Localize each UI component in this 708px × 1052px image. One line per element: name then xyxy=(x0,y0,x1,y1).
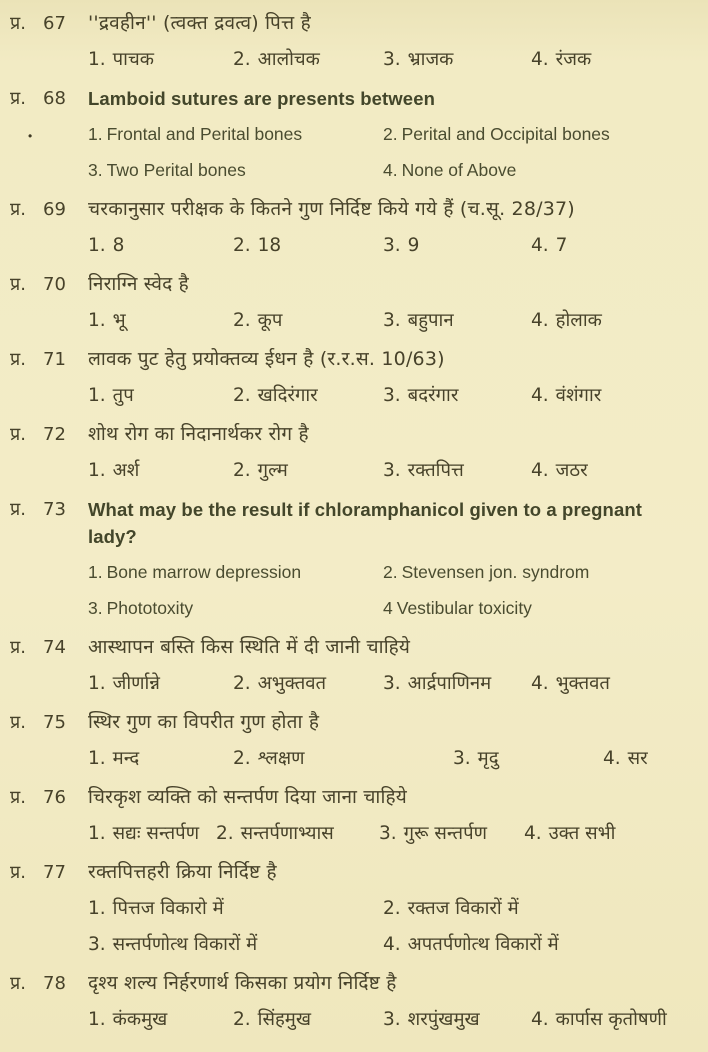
question-prefix-label: प्र. xyxy=(10,88,26,109)
option xyxy=(531,382,702,409)
question-number xyxy=(10,346,88,373)
option-text: 7 xyxy=(555,235,568,256)
option-text: 8 xyxy=(112,235,125,256)
option-text: भू xyxy=(112,310,126,331)
option xyxy=(603,745,702,772)
question-number xyxy=(10,784,88,811)
options-grid xyxy=(88,307,702,334)
option xyxy=(233,382,383,409)
option-text: मृदु xyxy=(477,748,499,769)
option-text: सिंहमुख xyxy=(257,1009,311,1030)
question-number-value: 70 xyxy=(43,274,66,295)
option-text: होलाक xyxy=(555,310,602,331)
option-number: 1. xyxy=(88,1009,106,1030)
option-number: 4. xyxy=(531,310,549,331)
option xyxy=(383,46,531,73)
option-text: Stevensen jon. syndrom xyxy=(401,562,590,582)
option xyxy=(383,670,531,697)
option-text: Vestibular toxicity xyxy=(396,598,532,618)
question-prefix-label: प्र. xyxy=(10,787,26,808)
option xyxy=(383,121,702,148)
option xyxy=(88,820,216,847)
question-text: लावक पुट हेतु प्रयोक्तव्य ईधन है (र.र.स. 10/63) xyxy=(88,348,445,370)
question-text: आस्थापन बस्ति किस स्थिति में दी जानी चाहिये xyxy=(88,636,411,658)
option-text: गुल्म xyxy=(257,460,288,481)
question-number-value: 77 xyxy=(43,862,66,883)
option-text: श्लक्षण xyxy=(257,748,305,769)
option-number: 3. xyxy=(383,460,401,481)
option-number: 3. xyxy=(383,673,401,694)
option-text: वंशंगार xyxy=(555,385,602,406)
option xyxy=(88,1006,233,1033)
option-text: मन्द xyxy=(112,748,140,769)
option-number: 4. xyxy=(531,49,549,70)
option-number: 3. xyxy=(88,160,103,180)
option xyxy=(531,1006,702,1033)
option-number: 1. xyxy=(88,310,106,331)
option-text: Phototoxity xyxy=(106,598,194,618)
option xyxy=(531,232,702,259)
option-number: 1. xyxy=(88,562,103,582)
option-text: Two Perital bones xyxy=(106,160,246,180)
option-number: 2. xyxy=(216,823,234,844)
question-number xyxy=(10,496,88,550)
question-number xyxy=(10,421,88,448)
option-number: 2. xyxy=(383,898,401,919)
question-prefix-label: प्र. xyxy=(10,499,26,520)
questions-list xyxy=(0,10,708,1033)
question-prefix-label: प्र. xyxy=(10,862,26,883)
option xyxy=(453,745,603,772)
question-number-value: 75 xyxy=(43,712,66,733)
option-number: 3. xyxy=(383,310,401,331)
option-text: अर्श xyxy=(112,460,140,481)
option-number: 4. xyxy=(603,748,621,769)
option xyxy=(531,307,702,334)
question-prefix-label: प्र. xyxy=(10,424,26,445)
option xyxy=(88,745,233,772)
question-text: चरकानुसार परीक्षक के कितने गुण निर्दिष्ट किये गये हैं (च.सू. 28/37) xyxy=(88,198,575,220)
question-number-value: 73 xyxy=(43,499,66,520)
option-number: 2. xyxy=(233,460,251,481)
question-number-value: 67 xyxy=(43,13,66,34)
option xyxy=(88,559,383,586)
option xyxy=(233,307,383,334)
option-number: 3. xyxy=(383,385,401,406)
question-prefix-label: प्र. xyxy=(10,712,26,733)
option xyxy=(88,307,233,334)
option-text: पाचक xyxy=(112,49,154,70)
option-text: सद्यः सन्तर्पण xyxy=(112,823,200,844)
option-number: 1. xyxy=(88,673,106,694)
option-text: आलोचक xyxy=(257,49,320,70)
option-text: शरपुंखमुख xyxy=(407,1009,480,1030)
option-text: पित्तज विकारो में xyxy=(112,898,224,919)
option xyxy=(383,595,702,622)
option xyxy=(233,457,383,484)
option-number: 4 xyxy=(383,598,393,618)
option-number: 4. xyxy=(524,823,542,844)
question-text: Lamboid sutures are presents between xyxy=(88,88,435,109)
option-number: 2. xyxy=(233,235,251,256)
option-text: बहुपान xyxy=(407,310,454,331)
question-75 xyxy=(0,709,708,772)
option-number: 3. xyxy=(88,598,103,618)
option-text: सर xyxy=(627,748,648,769)
question-number xyxy=(10,271,88,298)
question-prefix-label: प्र. xyxy=(10,637,26,658)
option xyxy=(383,457,531,484)
option xyxy=(233,46,383,73)
option-number: 1. xyxy=(88,385,106,406)
question-number xyxy=(10,85,88,112)
option-number: 2. xyxy=(233,673,251,694)
option-text: भ्राजक xyxy=(407,49,454,70)
option xyxy=(531,670,702,697)
option-number: 1. xyxy=(88,898,106,919)
option-text: रक्तपित्त xyxy=(407,460,464,481)
option-number: 2. xyxy=(233,310,251,331)
option-text: सन्तर्पणोत्थ विकारों में xyxy=(112,934,258,955)
question-71 xyxy=(0,346,708,409)
question-69 xyxy=(0,196,708,259)
option-text: रंजक xyxy=(555,49,592,70)
question-text: चिरकृश व्यक्ति को सन्तर्पण दिया जाना चाहिये xyxy=(88,786,407,808)
question-text: स्थिर गुण का विपरीत गुण होता है xyxy=(88,711,320,733)
option-number: 1. xyxy=(88,49,106,70)
option-number: 3. xyxy=(383,235,401,256)
question-number xyxy=(10,709,88,736)
options-grid xyxy=(88,820,702,847)
question-number xyxy=(10,859,88,886)
question-number-value: 69 xyxy=(43,199,66,220)
option-text: जीर्णान्ने xyxy=(112,673,160,694)
options-grid xyxy=(88,670,702,697)
option xyxy=(531,46,702,73)
option xyxy=(383,895,702,922)
option-text: रक्तज विकारों में xyxy=(407,898,519,919)
option-text: कूप xyxy=(257,310,283,331)
option-number: 3. xyxy=(88,934,106,955)
option-text: सन्तर्पणाभ्यास xyxy=(240,823,334,844)
options-grid xyxy=(88,46,702,73)
question-number-value: 74 xyxy=(43,637,66,658)
option xyxy=(383,559,702,586)
question-prefix-label: प्र. xyxy=(10,349,26,370)
option-text: कार्पास कृतोषणी xyxy=(555,1009,667,1030)
question-text: दृश्य शल्य निर्हरणार्थ किसका प्रयोग निर्दिष्ट है xyxy=(88,972,397,994)
option-text: Bone marrow depression xyxy=(106,562,302,582)
options-grid xyxy=(88,895,702,958)
option xyxy=(531,457,702,484)
option-number: 1. xyxy=(88,748,106,769)
option-number: 4. xyxy=(383,934,401,955)
option-text: खदिरंगार xyxy=(257,385,318,406)
question-number xyxy=(10,10,88,37)
question-text: What may be the result if chloramphanicol given to a pregnant lady? xyxy=(88,499,642,547)
options-grid xyxy=(28,121,702,184)
option xyxy=(233,232,383,259)
option-text: गुरू सन्तर्पण xyxy=(403,823,487,844)
option-number: 2. xyxy=(233,385,251,406)
option xyxy=(233,670,383,697)
option-text: बदरंगार xyxy=(407,385,459,406)
option-text: अपतर्पणोत्थ विकारों में xyxy=(407,934,559,955)
question-number-value: 71 xyxy=(43,349,66,370)
option-text: 18 xyxy=(257,235,282,256)
options-grid xyxy=(88,457,702,484)
question-prefix-label: प्र. xyxy=(10,199,26,220)
option xyxy=(233,745,453,772)
option-text: भुक्तवत xyxy=(555,673,610,694)
option-text: Frontal and Perital bones xyxy=(106,124,303,144)
option xyxy=(383,382,531,409)
option xyxy=(216,820,379,847)
question-text: शोथ रोग का निदानार्थकर रोग है xyxy=(88,423,309,445)
option-number: 2. xyxy=(383,562,398,582)
option-number: 2. xyxy=(233,1009,251,1030)
option-number: 1. xyxy=(88,823,106,844)
option-number: 4. xyxy=(531,235,549,256)
question-number xyxy=(10,196,88,223)
question-70 xyxy=(0,271,708,334)
option-number: 3. xyxy=(383,49,401,70)
question-68 xyxy=(0,85,708,184)
options-grid xyxy=(88,232,702,259)
option xyxy=(383,157,702,184)
option-text: उक्त सभी xyxy=(548,823,616,844)
option-number: 1. xyxy=(88,460,106,481)
option xyxy=(88,931,383,958)
bullet-mark: • xyxy=(28,129,33,143)
option-text: आर्द्रपाणिनम xyxy=(407,673,492,694)
question-number-value: 68 xyxy=(43,88,66,109)
option-number: 4. xyxy=(531,1009,549,1030)
option-number: 3. xyxy=(453,748,471,769)
option-text: तुप xyxy=(112,385,134,406)
option xyxy=(88,595,383,622)
option-number: 4. xyxy=(383,160,398,180)
question-78 xyxy=(0,970,708,1033)
option xyxy=(88,232,233,259)
option xyxy=(524,820,702,847)
option-number: 3. xyxy=(383,1009,401,1030)
option-number: 2. xyxy=(233,748,251,769)
question-number-value: 72 xyxy=(43,424,66,445)
option xyxy=(88,46,233,73)
question-number-value: 78 xyxy=(43,973,66,994)
option xyxy=(88,895,383,922)
question-text: रक्तपित्तहरी क्रिया निर्दिष्ट है xyxy=(88,861,277,883)
option-text: कंकमुख xyxy=(112,1009,168,1030)
option-text: Perital and Occipital bones xyxy=(401,124,610,144)
options-grid xyxy=(88,559,702,622)
options-grid xyxy=(88,745,702,772)
option-number: 4. xyxy=(531,460,549,481)
question-72 xyxy=(0,421,708,484)
option xyxy=(383,232,531,259)
option-number: 4. xyxy=(531,673,549,694)
option-number: 3. xyxy=(379,823,397,844)
question-number xyxy=(10,634,88,661)
option-number: 2. xyxy=(233,49,251,70)
option-text: None of Above xyxy=(401,160,517,180)
option-text: जठर xyxy=(555,460,588,481)
option xyxy=(383,1006,531,1033)
question-prefix-label: प्र. xyxy=(10,13,26,34)
question-number xyxy=(10,970,88,997)
question-77 xyxy=(0,859,708,958)
option xyxy=(383,307,531,334)
question-67 xyxy=(0,10,708,73)
option-number: 1. xyxy=(88,235,106,256)
option xyxy=(88,670,233,697)
option-number: 4. xyxy=(531,385,549,406)
question-text: ''द्रवहीन'' (त्वक्त द्रवत्व) पित्त है xyxy=(88,12,311,34)
options-grid xyxy=(88,1006,702,1033)
option-text: अभुक्तवत xyxy=(257,673,327,694)
option-text: 9 xyxy=(407,235,420,256)
option xyxy=(383,931,702,958)
question-text: निराग्नि स्वेद है xyxy=(88,273,189,295)
option xyxy=(379,820,524,847)
options-grid xyxy=(88,382,702,409)
option xyxy=(88,457,233,484)
question-74 xyxy=(0,634,708,697)
question-number-value: 76 xyxy=(43,787,66,808)
question-prefix-label: प्र. xyxy=(10,274,26,295)
option xyxy=(88,157,383,184)
option xyxy=(28,121,383,148)
question-76 xyxy=(0,784,708,847)
option xyxy=(88,382,233,409)
option-number: 2. xyxy=(383,124,398,144)
option-number: 1. xyxy=(88,124,103,144)
question-73 xyxy=(0,496,708,622)
option xyxy=(233,1006,383,1033)
question-prefix-label: प्र. xyxy=(10,973,26,994)
